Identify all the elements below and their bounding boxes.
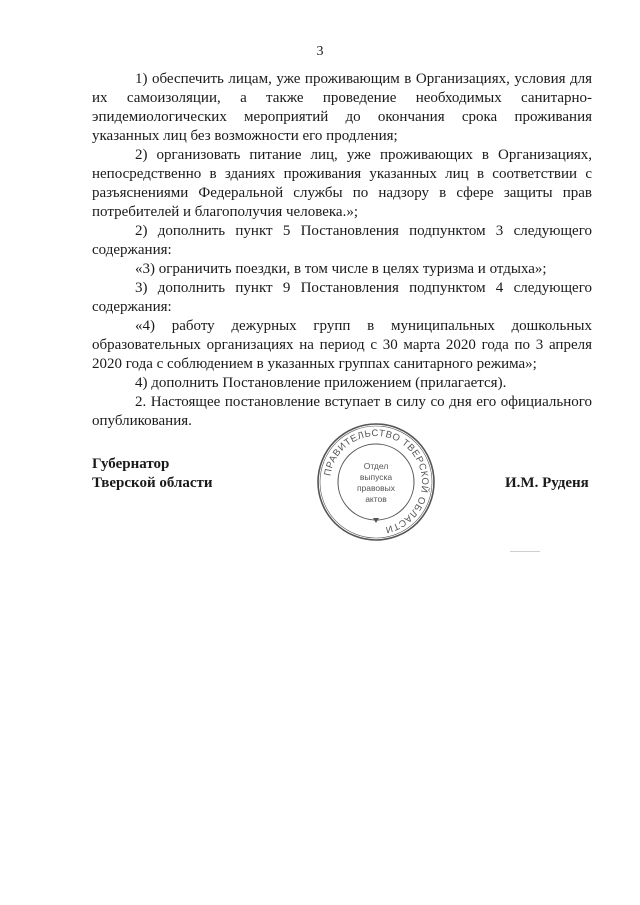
seal-bottom-mark-icon (373, 518, 379, 523)
paragraph: 2. Настоящее постановление вступает в силу со дня его официального опубликования. (92, 394, 592, 429)
paragraph: 4) дополнить Постановление приложением (прилагается). (135, 375, 507, 391)
paragraph: «3) ограничить поездки, в том числе в целях туризма и отдыха»; (135, 261, 547, 277)
seal-graphic (314, 420, 438, 544)
paragraph: 1) обеспечить лицам, уже проживающим в Организациях, условия для их самоизоляции, а также проведение необходимых санитарно-эпидемиологических мероприятий до окончания срока проживания указанных лиц без возможности его продления; (92, 71, 592, 144)
paragraph: 2) дополнить пункт 5 Постановления подпунктом 3 следующего содержания: (92, 223, 592, 258)
signatory-position-line: Тверской области (92, 475, 213, 491)
seal-ring-text: ПРАВИТЕЛЬСТВО ТВЕРСКОЙ ОБЛАСТИ (322, 427, 431, 536)
document-body (92, 70, 592, 431)
seal-center-text: выпуска (359, 472, 393, 482)
signatory-position (92, 455, 213, 493)
seal-center-text: правовых (356, 483, 396, 493)
seal-center-text: актов (365, 494, 387, 504)
paragraph: 2) организовать питание лиц, уже проживающих в Организациях, непосредственно в зданиях проживания указанных лиц в соответствии с разъяснениями Федеральной службы по надзору в сфере защиты прав потребителей и благополучия человека.»; (92, 147, 592, 220)
signatory-name: И.М. Руденя (505, 475, 589, 491)
seal-inner-ring (338, 444, 414, 520)
page-number: 3 (316, 44, 324, 59)
paragraph: «4) работу дежурных групп в муниципальных дошкольных образовательных организациях на период с 30 марта 2020 года по 3 апреля 2020 года с соблюдением в указанных группах санитарного режима»; (92, 318, 592, 372)
signatory-position-line: Губернатор (92, 456, 170, 472)
paragraph: 3) дополнить пункт 9 Постановления подпунктом 4 следующего содержания: (92, 280, 592, 315)
official-seal-stamp (314, 420, 438, 544)
scan-artifact-line (510, 551, 540, 552)
seal-center-text: Отдел (363, 461, 389, 471)
